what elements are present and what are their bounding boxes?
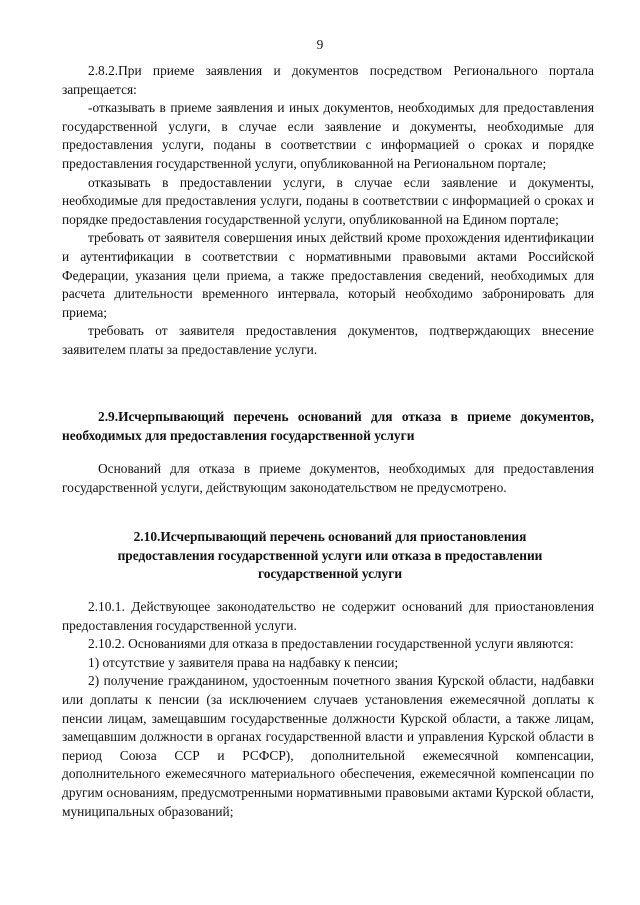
section-2-9	[62, 408, 594, 445]
section-2-10	[90, 528, 570, 584]
prohibition-item-2: отказывать в предоставлении услуги, в случае если заявление и документы, необходимые для предоставления услуги, поданы в соответствии с информацией о сроках и порядке предоставления государственной услуги, опубликованной на Едином портале;	[62, 174, 594, 227]
refusal-reason-2: 2) получение гражданином, удостоенным почетного звания Курской области, надбавки или доплаты к пенсии (за исключением случаев установления ежемесячной доплаты к пенсии лицам, замещавшим государственные должности Курской области, а также лицам, замещавшим должности в органах государственной власти и управления Курской области в период Союза ССР и РСФСР), дополнительной ежемесячной компенсации, дополнительного ежемесячного материального обеспечения, ежемесячной компенсации по другим основаниям, предусмотренными нормативными правовыми актами Курской области, муниципальных образований;	[62, 673, 594, 819]
refusal-reason-1: 1) отсутствие у заявителя права на надбавку к пенсии;	[88, 654, 399, 670]
section-2-9-body	[62, 460, 594, 497]
paragraph-2-10-2: 2.10.2. Основаниями для отказа в предоставлении государственной услуги являются:	[88, 636, 574, 652]
prohibition-item-3: требовать от заявителя совершения иных действий кроме прохождения идентификации и аутентификации в соответствии с нормативными правовыми актами Российской Федерации, указания цели приема, а также предоставления сведений, необходимых для расчета длительности временного интервала, который необходимо забронировать для приема;	[62, 230, 594, 320]
page-number: 9	[316, 37, 324, 52]
prohibition-item-4: требовать от заявителя предоставления документов, подтверждающих внесение заявителем платы за предоставление услуги.	[62, 323, 594, 357]
section-2-9-text: Оснований для отказа в приеме документов, необходимых для предоставления государственной услуги, действующим законодательством не предусмотрено.	[62, 461, 594, 495]
paragraph-2-10-1: 2.10.1. Действующее законодательство не содержит оснований для приостановления предоставления государственной услуги.	[62, 599, 594, 633]
section-2-10-body	[62, 598, 594, 821]
section-2-9-heading: 2.9.Исчерпывающий перечень оснований для отказа в приеме документов, необходимых для предоставления государственной услуги	[62, 409, 594, 443]
prohibition-item-1: -отказывать в приеме заявления и иных документов, необходимых для предоставления государственной услуги, в случае если заявление и документы, необходимые для предоставления услуги, поданы в соответствии с информацией о сроках и порядке предоставления государственной услуги, опубликованной на Региональном портале;	[62, 100, 594, 171]
section-2-8-2	[62, 62, 594, 360]
section-2-8-2-intro: 2.8.2.При приеме заявления и документов посредством Регионального портала запрещается:	[62, 63, 594, 97]
section-2-10-heading: 2.10.Исчерпывающий перечень оснований для приостановления предоставления государственной услуги или отказа в предоставлении государственной услуги	[117, 529, 543, 582]
